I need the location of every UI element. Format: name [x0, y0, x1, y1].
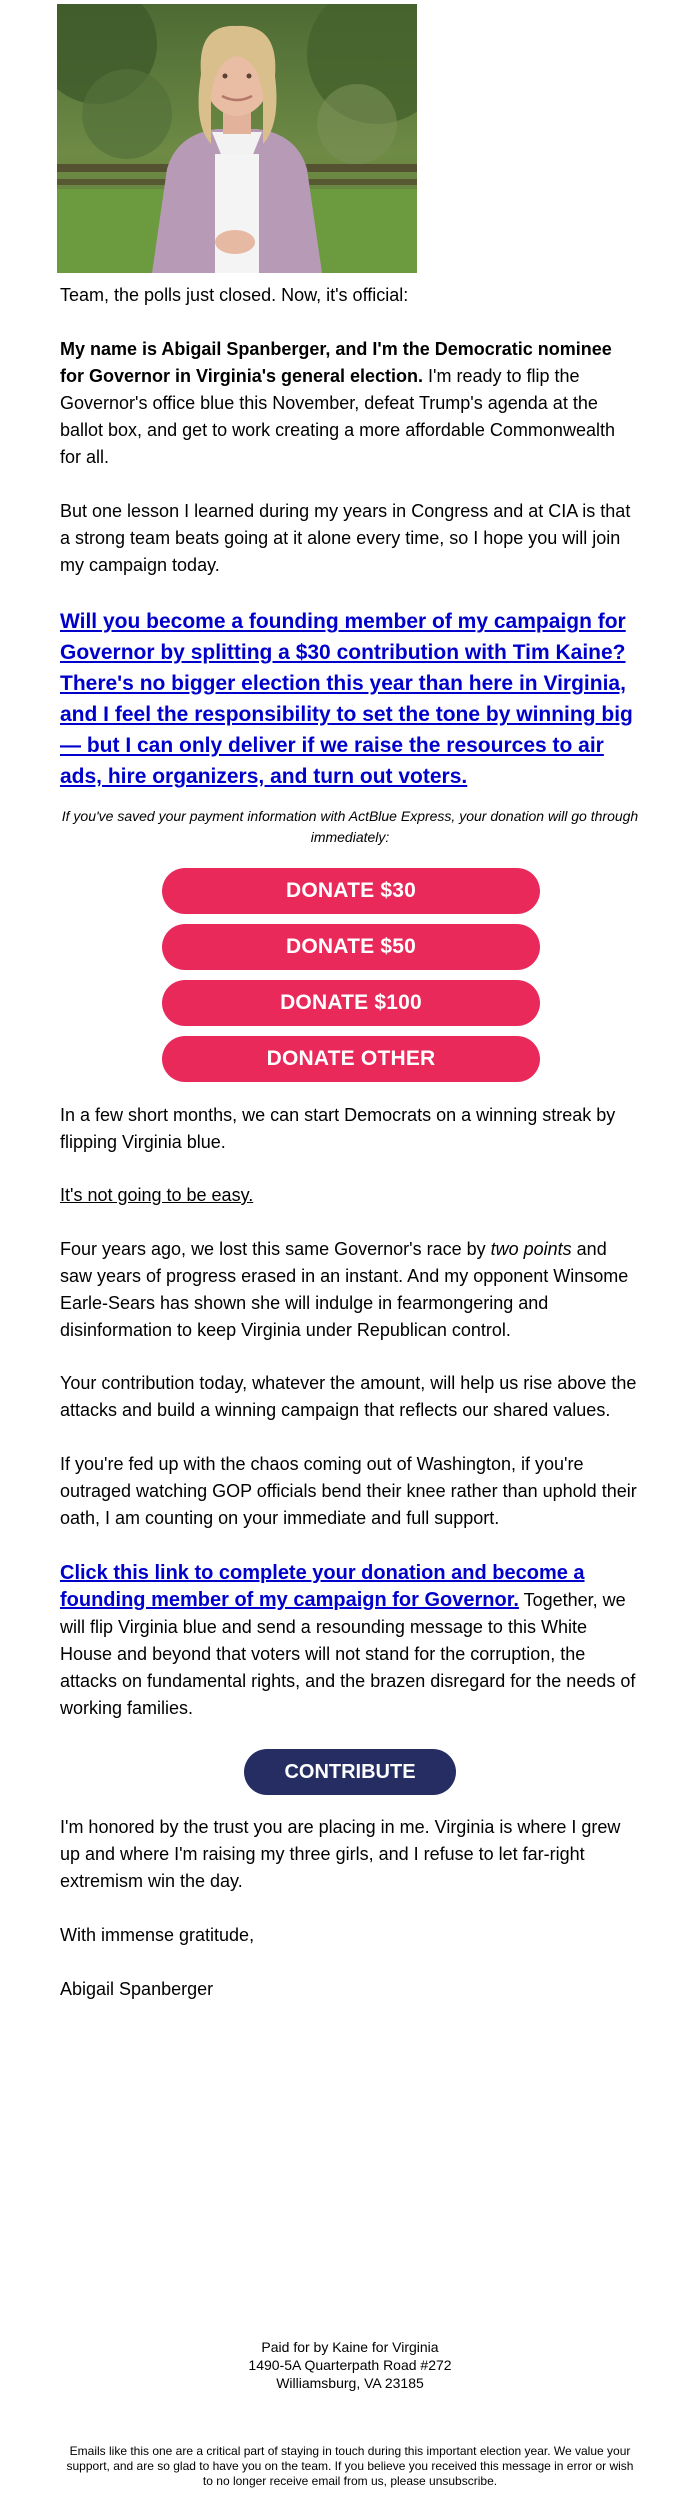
paragraph-four-years — [60, 1236, 640, 1344]
complete-donation-rest: Together, we will flip Virginia blue and send a resounding message to this White House and beyond that voters will not stand for the corruption, the attacks on fundamental rights, and the brazen disregard for the needs of working families. — [60, 1590, 636, 1718]
two-points-emphasis: two points — [490, 1239, 572, 1259]
donate-100-button[interactable]: DONATE $100 — [162, 980, 540, 1026]
nominee-rest: I'm ready to flip the Governor's office blue this November, defeat Trump's agenda at the ballot box, and get to work creating a more affordable Commonwealth for all. — [60, 366, 615, 467]
closing-text: With immense gratitude, — [60, 1925, 255, 1945]
paragraph-winning-streak: In a few short months, we can start Democrats on a winning streak by flipping Virginia blue. — [60, 1105, 616, 1152]
paragraph-fed-up: If you're fed up with the chaos coming out of Washington, if you're outraged watching GOP officials bend their knee rather than uphold their oath, I am counting on your immediate and full support. — [60, 1454, 637, 1528]
signature: Abigail Spanberger — [60, 1979, 214, 1999]
footer-city: Williamsburg, VA 23185 — [276, 2375, 424, 2391]
paragraph-nominee — [60, 336, 640, 471]
intro-text: Team, the polls just closed. Now, it's official: — [60, 285, 409, 305]
paragraph-complete-donation — [60, 1560, 640, 1722]
donate-50-button[interactable]: DONATE $50 — [162, 924, 540, 970]
hero-photo — [57, 4, 417, 273]
contribute-button[interactable]: CONTRIBUTE — [244, 1749, 456, 1795]
complete-donation-link[interactable]: Click this link to complete your donation and become a founding member of my campaign for Governor. — [60, 1562, 585, 1611]
paragraph-contribution: Your contribution today, whatever the amount, will help us rise above the attacks and build a winning campaign that reflects our shared values. — [60, 1373, 637, 1420]
paragraph-honored: I'm honored by the trust you are placing in me. Virginia is where I grew up and where I'm raising my three girls, and I refuse to let far-right extremism win the day. — [60, 1817, 621, 1891]
donate-30-button[interactable]: DONATE $30 — [162, 868, 540, 914]
footer-paid-for: Paid for by Kaine for Virginia — [261, 2339, 439, 2355]
hero-photo-art — [57, 4, 417, 273]
nominee-bold: My name is Abigail Spanberger, and I'm the Democratic nominee for Governor in Virginia's general election. — [60, 339, 612, 386]
paragraph-team: But one lesson I learned during my years in Congress and at CIA is that a strong team beats going at it alone every time, so I hope you will join my campaign today. — [60, 501, 631, 575]
footer-address: 1490-5A Quarterpath Road #272 — [248, 2357, 452, 2373]
express-note: If you've saved your payment information with ActBlue Express, your donation will go through immediately: — [61, 808, 639, 845]
four-years-b: and saw years of progress erased in an instant. And my opponent Winsome Earle-Sears has shown she will indulge in fearmongering and disinformation to keep Virginia under Republican control. — [60, 1239, 629, 1340]
donate-other-button[interactable]: DONATE OTHER — [162, 1036, 540, 1082]
paragraph-not-easy: It's not going to be easy. — [60, 1185, 254, 1205]
footer — [0, 2338, 700, 2392]
fine-print: Emails like this one are a critical part of staying in touch during this important election year. We value your support, and are so glad to have you on the team. If you believe you received this message in error or wish to no longer receive email from us, please unsubscribe. — [66, 2444, 634, 2488]
ask-link[interactable]: Will you become a founding member of my campaign for Governor by splitting a $30 contribution with Tim Kaine? There's no bigger election this year than here in Virginia, and I feel the responsibility to set the tone by winning big — but I can only deliver if we raise the resources to air ads, hire organizers, and turn out voters. — [60, 610, 633, 788]
four-years-a: Four years ago, we lost this same Governor's race by — [60, 1239, 491, 1259]
